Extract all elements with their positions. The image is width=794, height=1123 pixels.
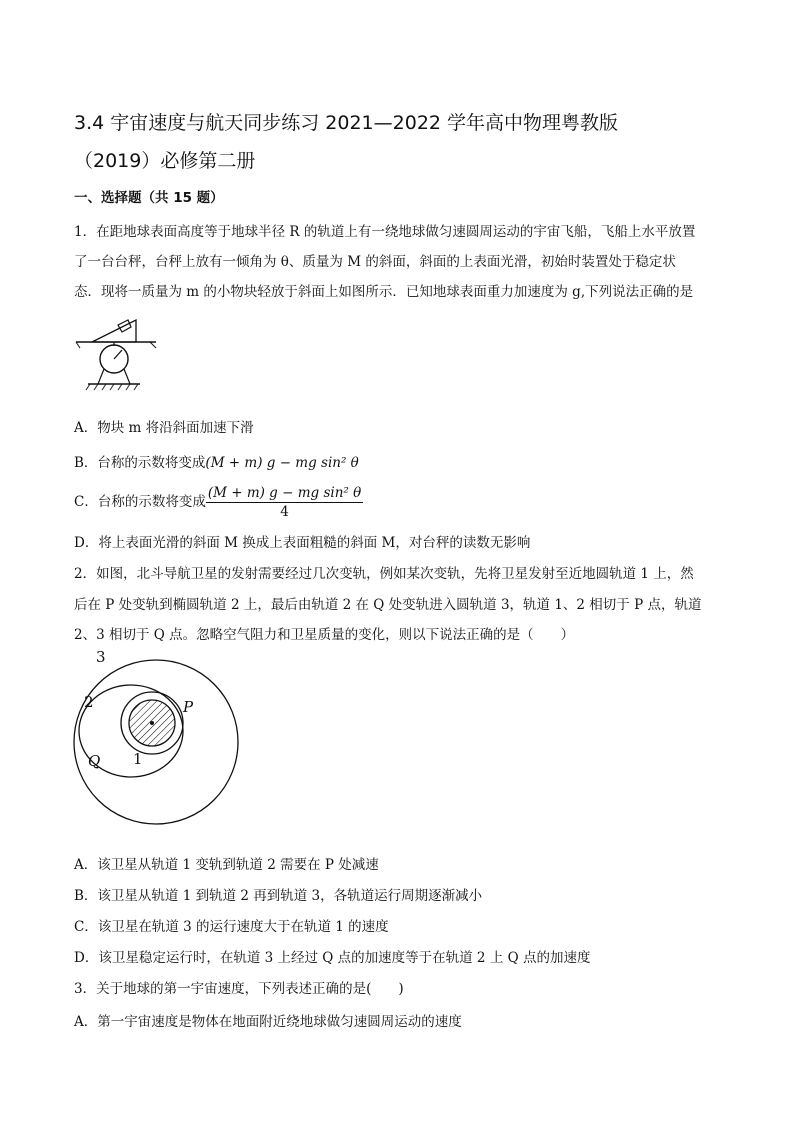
q2-option-c: C．该卫星在轨道 3 的运行速度大于在轨道 1 的速度: [74, 919, 389, 935]
q1-option-c-numerator: (M + m) g − mg sin² θ: [207, 485, 362, 501]
q2-stem-line-2: 后在 P 处变轨到椭圆轨道 2 上，最后由轨道 2 在 Q 处变轨进入圆轨道 3，轨道 1、2 相切于 P 点，轨道: [74, 597, 702, 613]
q1-option-c-denominator: 4: [280, 504, 289, 520]
point-q-label: Q: [88, 752, 101, 770]
q1-option-d: D．将上表面光滑的斜面 M 换成上表面粗糙的斜面 M，对台秤的读数无影响: [74, 535, 531, 551]
orbit-3-label: 3: [96, 648, 106, 666]
q1-stem-line-3: 态．现将一质量为 m 的小物块轻放于斜面上如图所示．已知地球表面重力加速度为 g,下列说法正确的是: [74, 284, 694, 300]
q2-option-d: D．该卫星稳定运行时，在轨道 3 上经过 Q 点的加速度等于在轨道 2 上 Q 点的加速度: [74, 950, 591, 966]
q2-option-b: B．该卫星从轨道 1 到轨道 2 再到轨道 3，各轨道运行周期逐渐减小: [74, 888, 483, 904]
title-line-2: （2019）必修第二册: [74, 150, 256, 172]
orbit-1-label: 1: [133, 750, 143, 768]
q1-stem-line-1: 1．在距地球表面高度等于地球半径 R 的轨道上有一绕地球做匀速圆周运动的宇宙飞船，飞船上水平放置: [74, 224, 696, 240]
title-line-1: 3.4 宇宙速度与航天同步练习 2021—2022 学年高中物理粤教版: [74, 112, 619, 134]
q2-stem-line-3: 2、3 相切于 Q 点。忽略空气阻力和卫星质量的变化，则以下说法正确的是（ ）: [74, 627, 575, 643]
q1-option-a: A．物块 m 将沿斜面加速下滑: [74, 420, 254, 436]
scale-incline-figure: [74, 312, 158, 394]
section-heading: 一、选择题（共 15 题）: [74, 190, 224, 206]
q1-option-c-fraction: [206, 484, 363, 521]
q1-option-b: B．台称的示数将变成(M + m) g − mg sin² θ: [74, 455, 359, 471]
q3-stem-line-1: 3．关于地球的第一宇宙速度，下列表述正确的是( ): [74, 981, 404, 997]
q1-option-c: C．台称的示数将变成 $\frac{\text{(M + m) g − mg sin² θ}}{4}$: [74, 485, 362, 520]
q2-stem-line-1: 2．如图，北斗导航卫星的发射需要经过几次变轨，例如某次变轨，先将卫星发射至近地圆轨道 1 上，然: [74, 566, 694, 582]
document-title: [74, 104, 734, 180]
q1-stem-line-2: 了一台台秤，台秤上放有一倾角为 θ、质量为 M 的斜面，斜面的上表面光滑，初始时装置处于稳定状: [74, 254, 676, 270]
orbit-2-label: 2: [84, 693, 94, 711]
orbit-diagram: [70, 646, 240, 828]
q3-option-a: A．第一宇宙速度是物体在地面附近绕地球做匀速圆周运动的速度: [74, 1014, 462, 1030]
q2-option-a: A．该卫星从轨道 1 变轨到轨道 2 需要在 P 处减速: [74, 857, 379, 873]
q1-option-b-expression: (M + m) g − mg sin² θ: [205, 455, 359, 471]
point-p-label: P: [183, 698, 194, 716]
